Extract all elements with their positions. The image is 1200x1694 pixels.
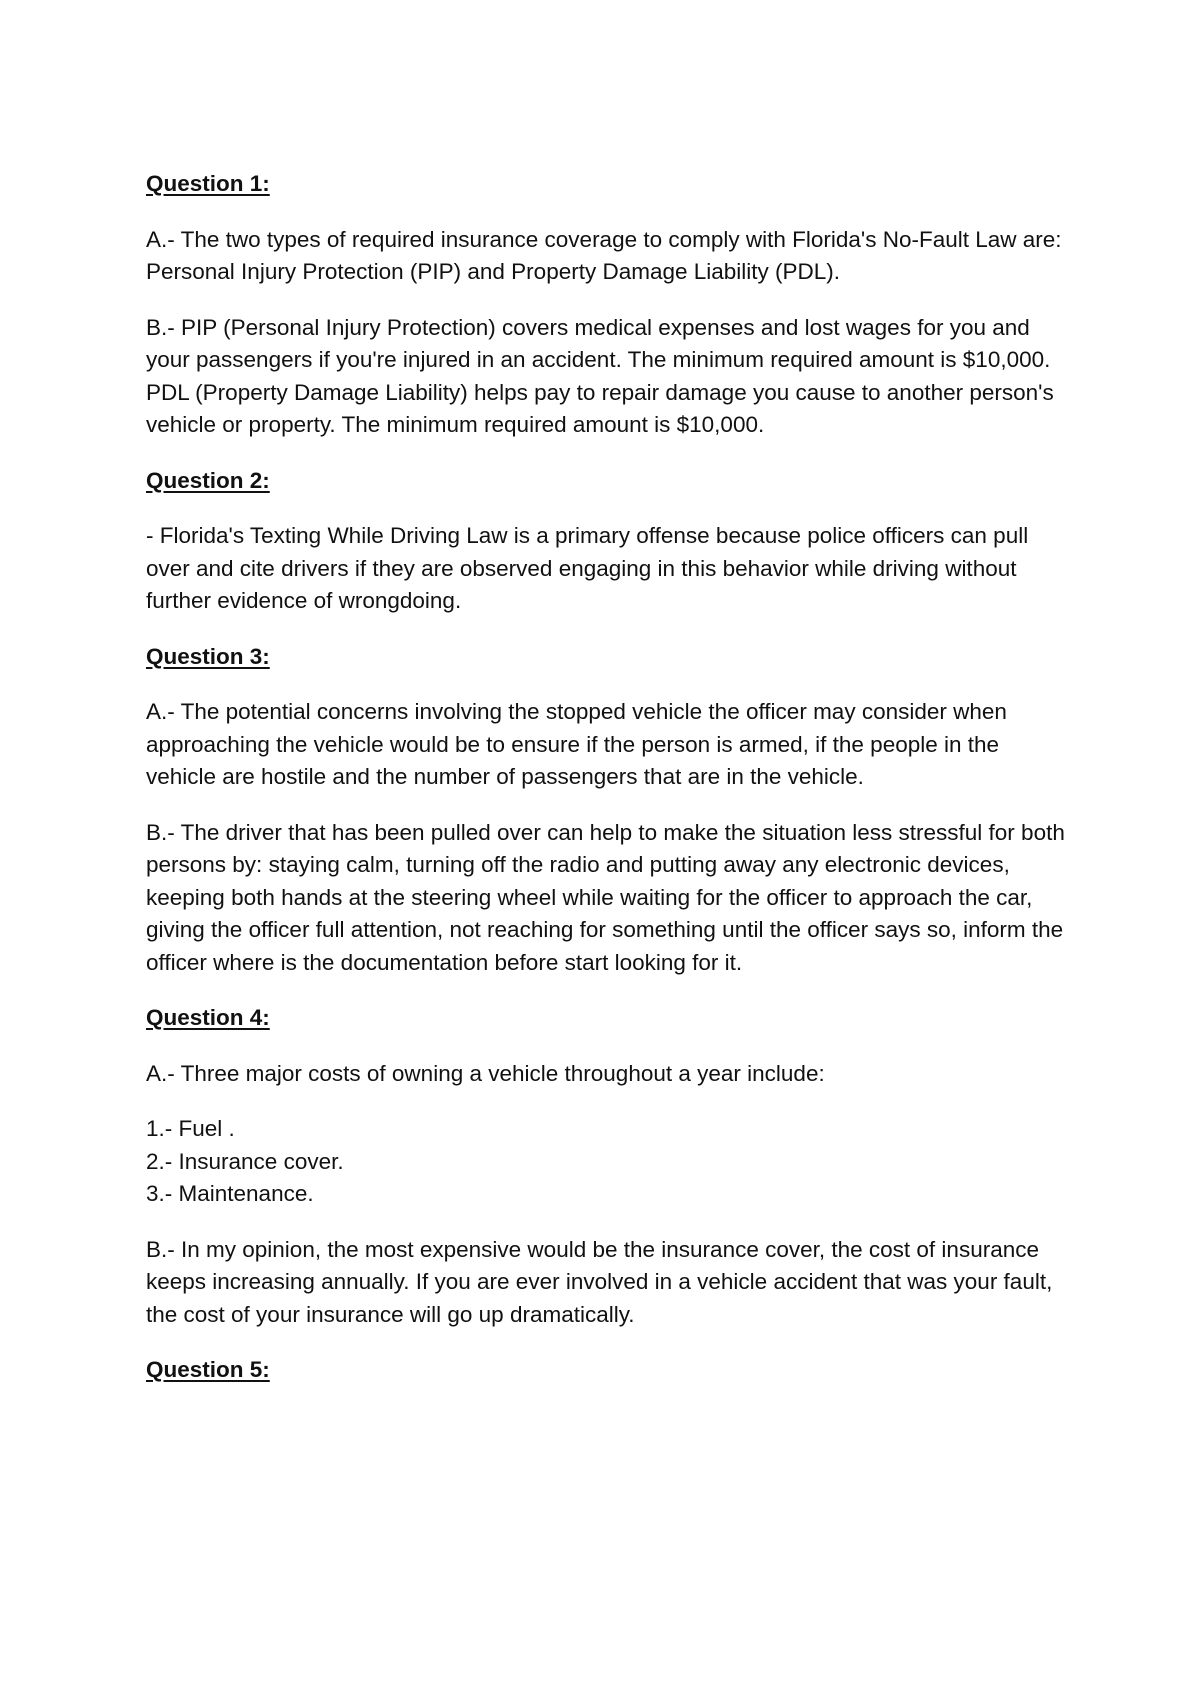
list-item: 1.- Fuel . [146,1116,235,1141]
question-1-heading: Question 1: [146,171,270,196]
question-1-answer-a: A.- The two types of required insurance coverage to comply with Florida's No-Fault Law are: Personal Injury Protection (PIP) and Property Damage Liability (PDL). [146,226,1062,284]
question-4-heading: Question 4: [146,1005,270,1030]
question-2-heading: Question 2: [146,467,270,493]
question-2-answer: - Florida's Texting While Driving Law is a primary offense because police officers can pull over and cite drivers if they are observed engaging in this behavior while driving without further evidence of wrongdoing. [146,523,1029,613]
list-item: 3.- Maintenance. [146,1181,314,1206]
question-5-heading: Question 5: [146,1357,270,1382]
document-page [146,168,1066,1410]
question-3-answer-a: A.- The potential concerns involving the stopped vehicle the officer may consider when approaching the vehicle would be to ensure if the person is armed, if the people in the vehicle are hostile and the number of passengers that are in the vehicle. [146,699,1007,789]
question-4-answer-a: A.- Three major costs of owning a vehicle throughout a year include: [146,1060,825,1086]
list-item: 2.- Insurance cover. [146,1148,344,1174]
question-4-answer-b: B.- In my opinion, the most expensive would be the insurance cover, the cost of insurance keeps increasing annually. If you are ever involved in a vehicle accident that was your fault, the cost of your insurance will go up dramatically. [146,1236,1053,1327]
question-1-answer-b: B.- PIP (Personal Injury Protection) covers medical expenses and lost wages for you and your passengers if you're injured in an accident. The minimum required amount is $10,000. PDL (Property Damage Liability) helps pay to repair damage you cause to another person's vehicle or property. The minimum required amount is $10,000. [146,314,1054,437]
vehicle-costs-list [146,1113,1066,1211]
question-3-answer-b: B.- The driver that has been pulled over can help to make the situation less stressful for both persons by: staying calm, turning off the radio and putting away any electronic devices, keeping both hands at the steering wheel while waiting for the officer to approach the car, giving the officer full attention, not reaching for something until the officer says so, inform the officer where is the documentation before start looking for it. [146,819,1065,975]
question-3-heading: Question 3: [146,643,270,669]
